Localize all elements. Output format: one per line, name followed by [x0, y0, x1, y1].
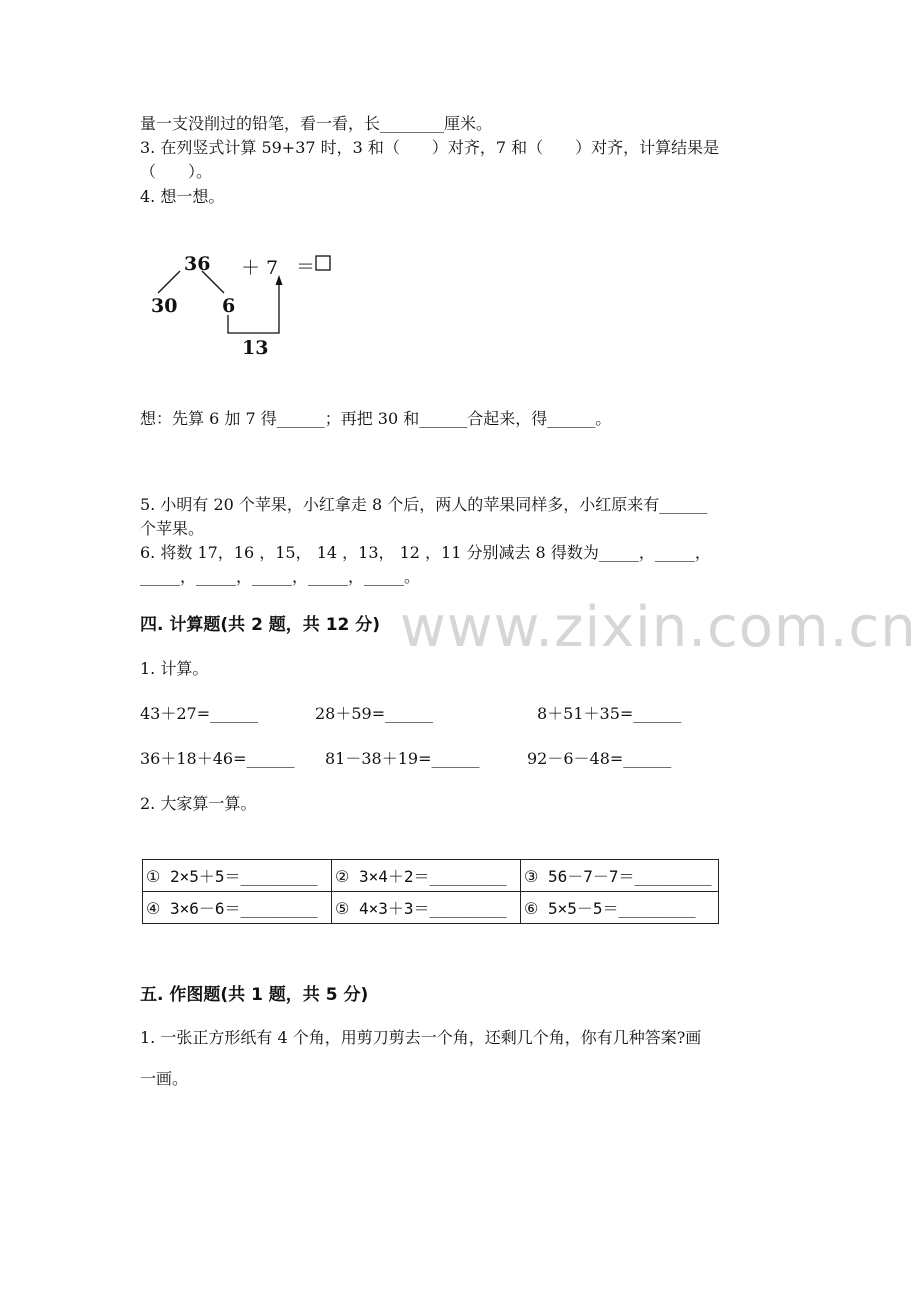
- branch-left-line: [158, 271, 180, 293]
- text-line: 个苹果。: [140, 519, 205, 538]
- plus-seven: ＋ 7: [241, 257, 279, 279]
- calc-item: 8＋51＋35=______: [537, 704, 682, 723]
- number-13: 13: [242, 337, 269, 359]
- table-row: [143, 860, 719, 892]
- number-6: 6: [222, 295, 236, 317]
- calc-item: 81－38＋19=______: [325, 749, 480, 768]
- text-line: 量一支没削过的铅笔，看一看，长________厘米。: [140, 114, 493, 133]
- table-row: [143, 892, 719, 924]
- think-line: 想：先算 6 加 7 得______；再把 30 和______合起来，得______。: [140, 409, 612, 428]
- table-cell: ⑥ 5×5－5＝________: [521, 892, 719, 924]
- bracket-line: [228, 281, 279, 333]
- watermark: www.zixin.com.cn: [400, 595, 917, 660]
- calc-table: [142, 859, 719, 924]
- section-5-q1: 1. 一张正方形纸有 4 个角，用剪刀剪去一个角，还剩几个角，你有几种答案?画: [140, 1028, 702, 1047]
- text-line: _____，_____，_____，_____，_____。: [140, 567, 421, 586]
- calc-item: 28＋59=______: [315, 704, 434, 723]
- calc-item: 36＋18＋46=______: [140, 749, 295, 768]
- question-6: 6. 将数 17，16 ，15， 14 ，13， 12 ，11 分别减去 8 得数为_____，_____，: [140, 543, 711, 562]
- text-line: 一画。: [140, 1069, 189, 1088]
- question-4: 4. 想一想。: [140, 187, 225, 206]
- table-cell: ① 2×5＋5＝________: [143, 860, 332, 892]
- section-4-q2: 2. 大家算一算。: [140, 794, 257, 813]
- table-cell: ② 3×4＋2＝________: [332, 860, 521, 892]
- text-line: （ ）。: [140, 162, 213, 181]
- calc-item: 92－6－48=______: [527, 749, 672, 768]
- number-30: 30: [151, 295, 178, 317]
- answer-box: [316, 256, 330, 270]
- section-5-title: 五. 作图题(共 1 题，共 5 分): [140, 985, 369, 1005]
- number-36: 36: [184, 253, 211, 275]
- table-cell: ③ 56－7－7＝________: [521, 860, 719, 892]
- section-4-q1: 1. 计算。: [140, 659, 209, 678]
- table-cell: ④ 3×6－6＝________: [143, 892, 332, 924]
- equals-sign: ＝: [296, 256, 316, 278]
- calc-item: 43＋27=______: [140, 704, 259, 723]
- question-5: 5. 小明有 20 个苹果，小红拿走 8 个后，两人的苹果同样多，小红原来有______: [140, 495, 708, 514]
- table-cell: ⑤ 4×3＋3＝________: [332, 892, 521, 924]
- question-3: 3. 在列竖式计算 59+37 时，3 和（ ）对齐，7 和（ ）对齐，计算结果是: [140, 138, 720, 157]
- section-4-title: 四. 计算题(共 2 题，共 12 分): [140, 615, 381, 635]
